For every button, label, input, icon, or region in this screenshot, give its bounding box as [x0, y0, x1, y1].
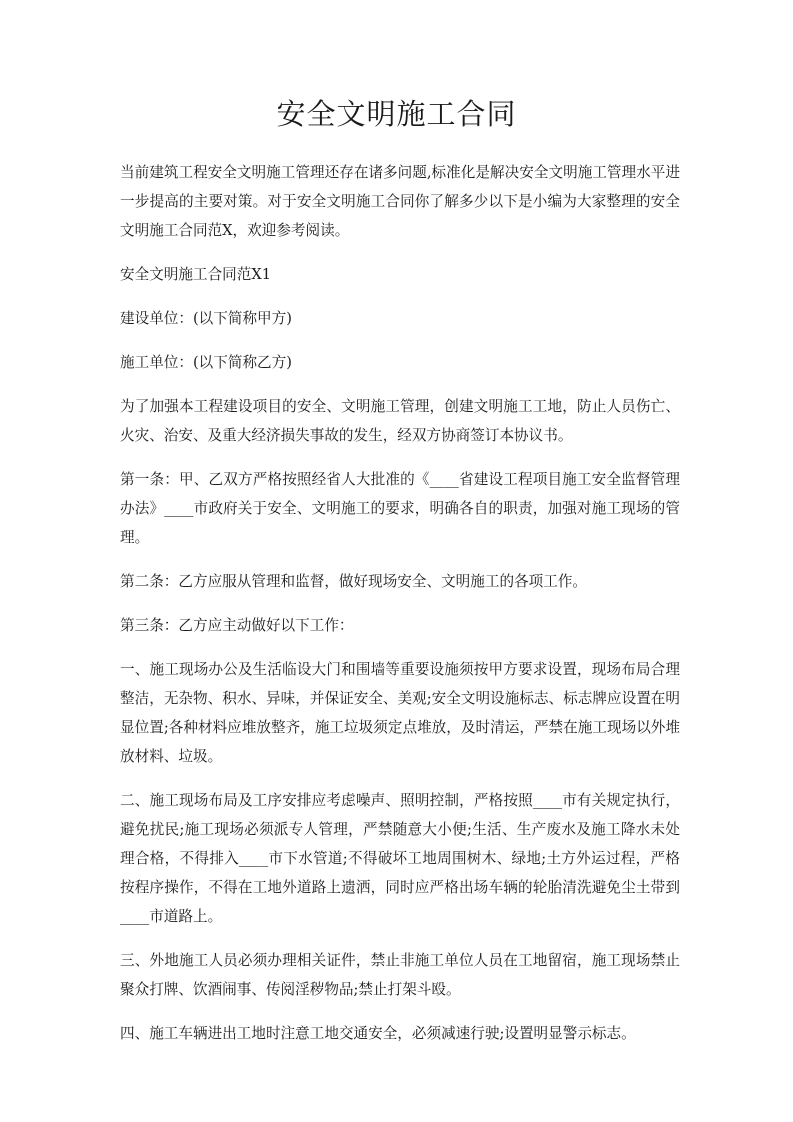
document-title: 安全文明施工合同: [276, 97, 517, 131]
clause-4: 四、施工车辆进出工地时注意工地交通安全，必须减速行驶;设置明显警示标志。: [120, 1025, 636, 1042]
contractor-line: 施工单位：(以下简称乙方): [120, 354, 292, 371]
clause-1: 一、施工现场办公及生活临设大门和围墙等重要设施须按甲方要求设置，现场布局合理整洁，无杂物、积水、异味，并保证安全、美观;安全文明设施标志、标志牌应设置在明显位置;各种材料应堆放整齐，施工垃圾须定点堆放，及时清运，严禁在施工现场以外堆放材料、垃圾。: [120, 661, 680, 765]
article-1: 第一条：甲、乙双方严格按照经省人大批准的《____省建设工程项目施工安全监督管理办法》____市政府关于安全、文明施工的要求，明确各自的职责，加强对施工现场的管理。: [120, 471, 680, 546]
construction-owner-line: 建设单位：(以下简称甲方): [120, 310, 292, 327]
contract-heading: 安全文明施工合同范X1: [120, 266, 272, 283]
article-3: 第三条：乙方应主动做好以下工作：: [120, 617, 354, 634]
preamble-paragraph: 为了加强本工程建设项目的安全、文明施工管理，创建文明施工工地，防止人员伤亡、火灾、治安、及重大经济损失事故的发生，经双方协商签订本协议书。: [120, 398, 680, 444]
article-2: 第二条：乙方应服从管理和监督，做好现场安全、文明施工的各项工作。: [120, 573, 588, 590]
clause-2: 二、施工现场布局及工序安排应考虑噪声、照明控制，严格按照____市有关规定执行，避免扰民;施工现场必须派专人管理，严禁随意大小便;生活、生产废水及施工降水未处理合格，不得排入____市下水管道;不得破坏工地周围树木、绿地;土方外运过程，严格按程序操作，不得在工地外道路上遗洒，同时应严格出场车辆的轮胎清洗避免尘土带到____市道路上。: [120, 792, 680, 925]
document-body: [120, 158, 680, 1063]
intro-paragraph: 当前建筑工程安全文明施工管理还存在诸多问题,标准化是解决安全文明施工管理水平进一步提高的主要对策。对于安全文明施工合同你了解多少以下是小编为大家整理的安全文明施工合同范X，欢迎参考阅读。: [120, 164, 680, 239]
clause-3: 三、外地施工人员必须办理相关证件，禁止非施工单位人员在工地留宿，施工现场禁止聚众打牌、饮酒闹事、传阅淫秽物品;禁止打架斗殴。: [120, 952, 680, 998]
